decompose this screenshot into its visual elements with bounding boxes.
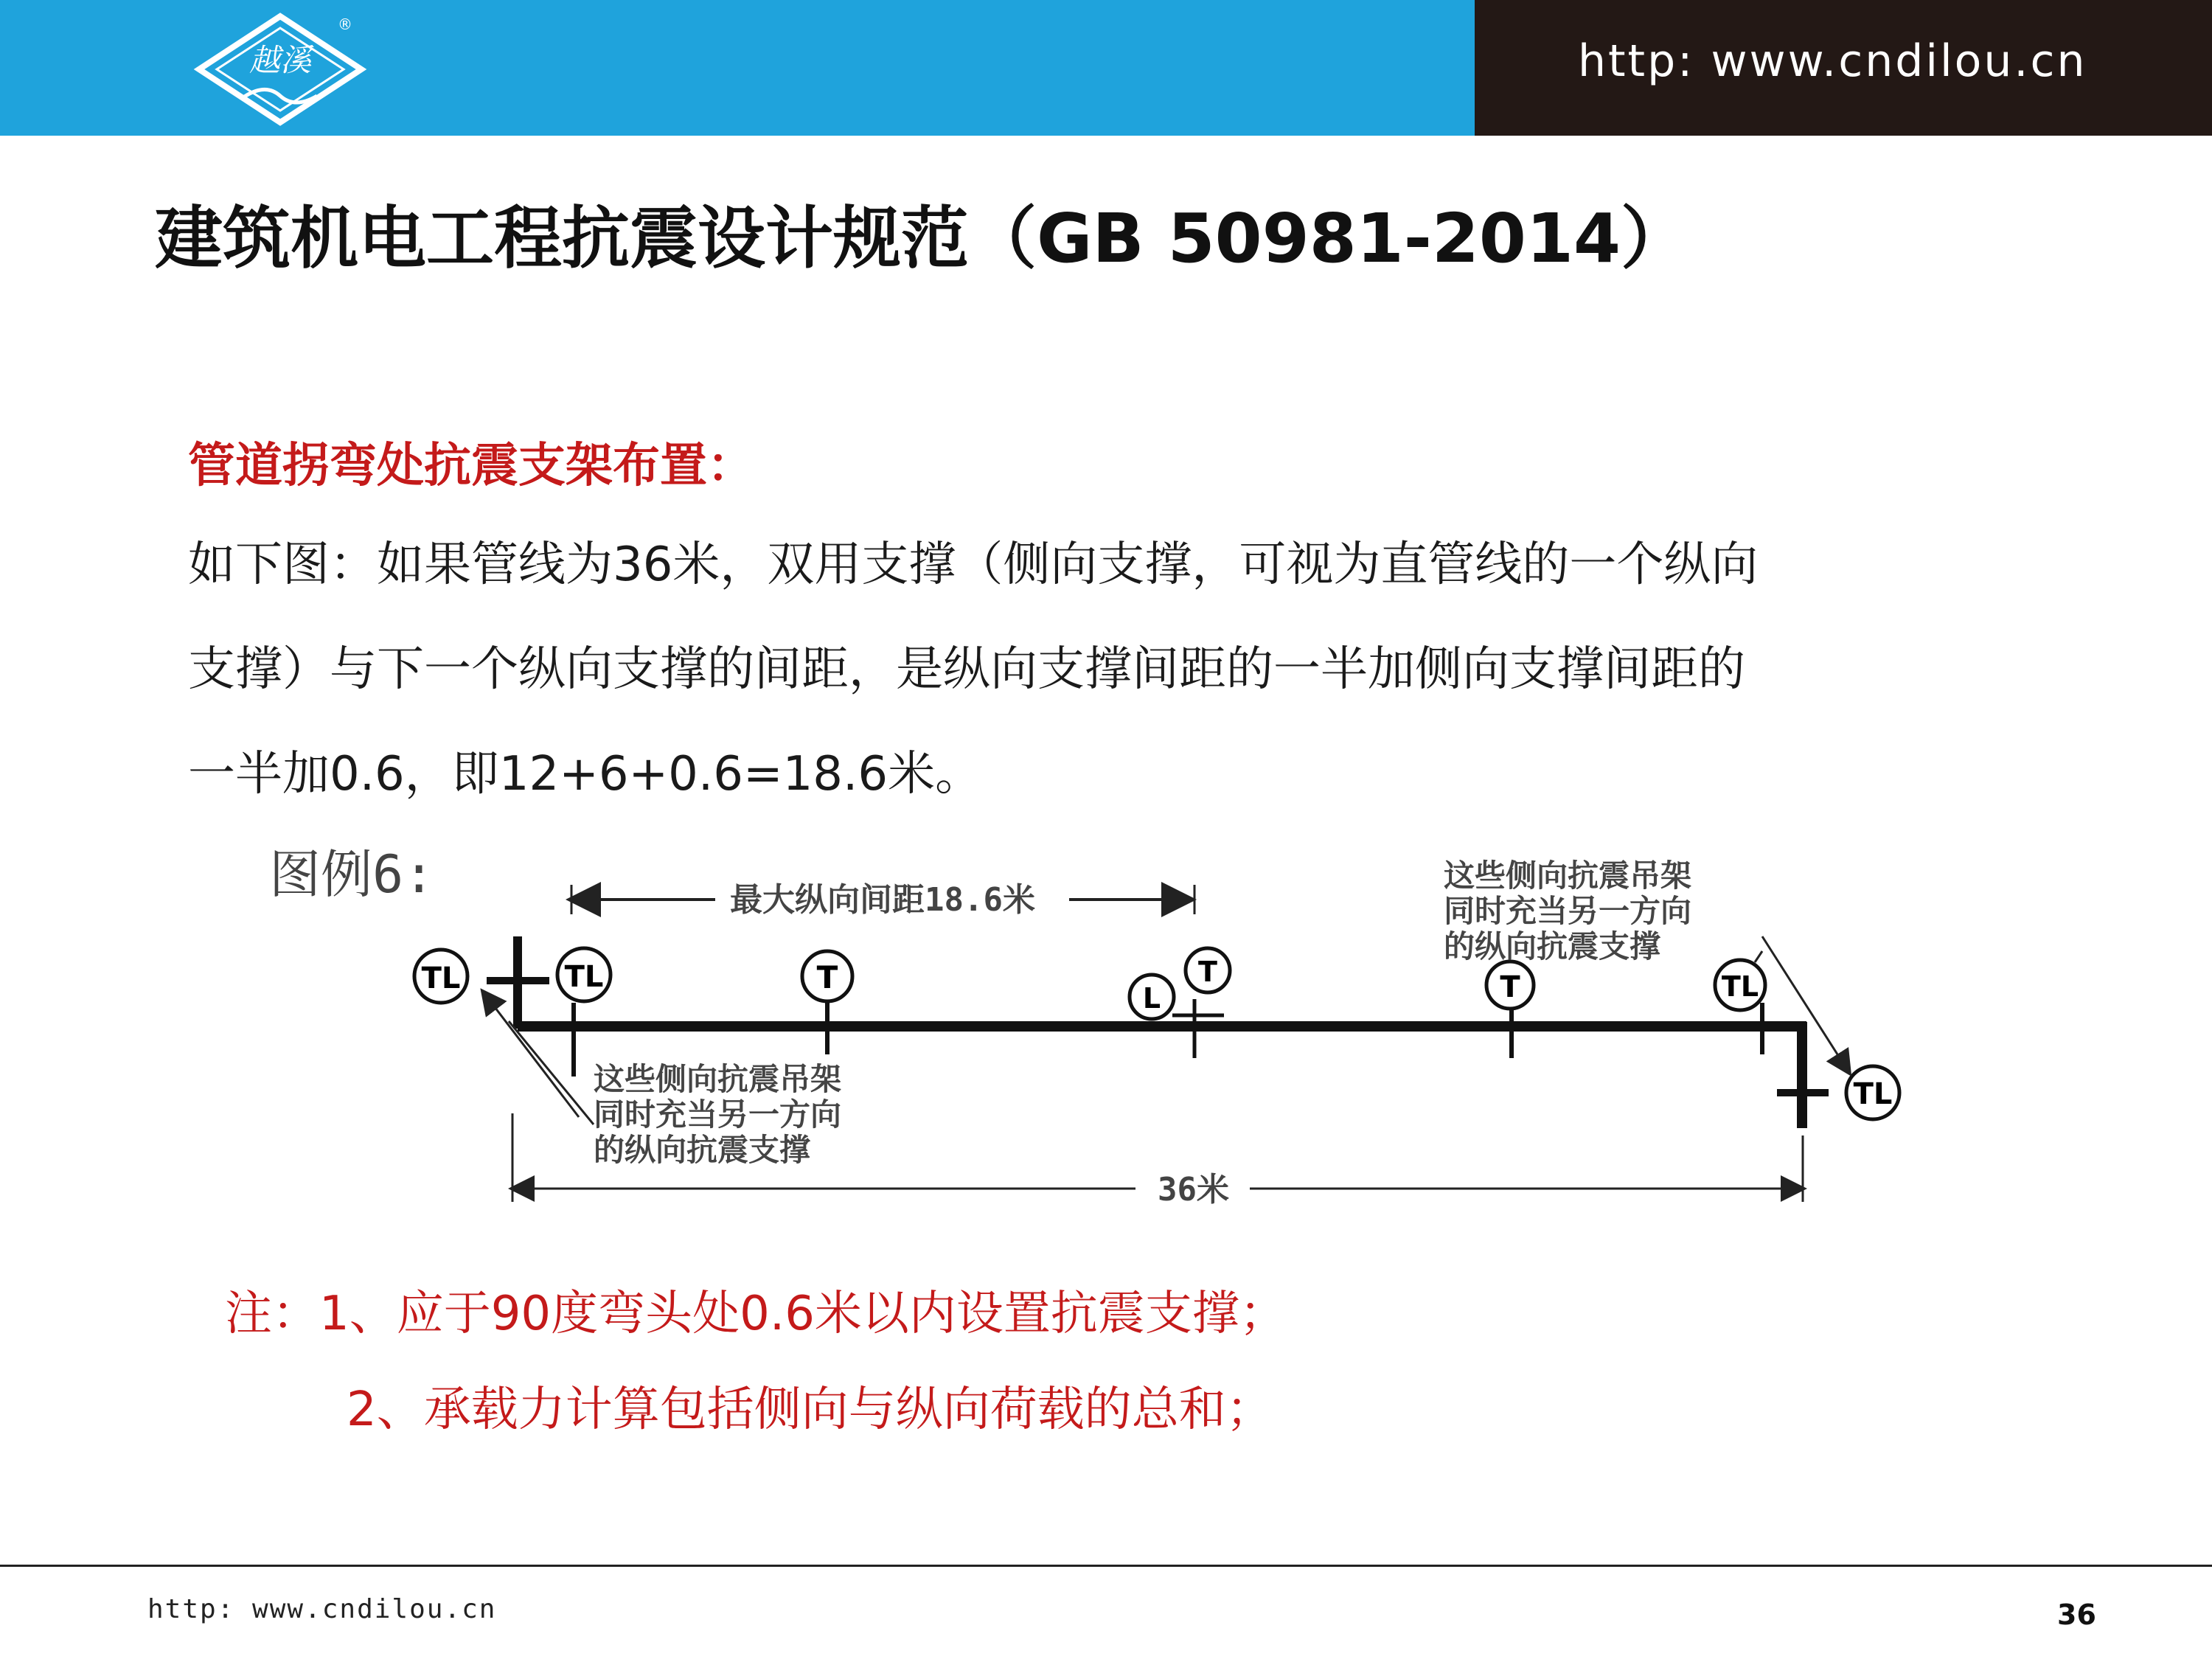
svg-text:TL: TL — [1853, 1077, 1893, 1111]
logo-text: 越溪 — [248, 42, 312, 78]
right-note-line-3: 的纵向抗震支撑 — [1444, 928, 1661, 964]
marker-tl-2 — [557, 948, 611, 1001]
registered-mark: ® — [338, 15, 352, 33]
svg-text:T: T — [1198, 956, 1217, 988]
svg-text:T: T — [1500, 970, 1520, 1004]
svg-text:L: L — [1142, 982, 1161, 1015]
body-paragraph — [188, 512, 2105, 827]
svg-text:TL: TL — [564, 960, 604, 994]
right-note-line-2: 同时充当另一方向 — [1444, 893, 1692, 929]
bracing-diagram — [243, 833, 1969, 1231]
section-subtitle: 管道拐弯处抗震支架布置： — [188, 439, 754, 493]
footer-divider — [0, 1565, 2212, 1567]
page-number: 36 — [2057, 1599, 2096, 1631]
body-line-1: 如下图：如果管线为36米，双用支撑（侧向支撑，可视为直管线的一个纵向 — [188, 538, 1759, 592]
left-callout-line — [483, 992, 579, 1117]
left-note-line-3: 的纵向抗震支撑 — [594, 1132, 811, 1168]
svg-text:TL: TL — [421, 961, 461, 995]
marker-tl-4 — [1846, 1066, 1899, 1119]
svg-text:TL: TL — [1721, 970, 1759, 1003]
marker-tl-1 — [414, 950, 467, 1003]
right-note-line-1: 这些侧向抗震吊架 — [1444, 858, 1692, 894]
marker-tl-3 — [1715, 960, 1765, 1010]
svg-text:T: T — [816, 959, 838, 995]
note-2: 2、承载力计算包括侧向与纵向荷载的总和； — [347, 1382, 1273, 1437]
left-note-line-2: 同时充当另一方向 — [594, 1096, 842, 1133]
body-line-2: 支撑）与下一个纵向支撑的间距，是纵向支撑间距的一半加侧向支撑间距的 — [188, 642, 1745, 697]
figure-label: 图例6: — [269, 844, 435, 905]
note-1: 注：1、应于90度弯头处0.6米以内设置抗震支撑； — [225, 1287, 1287, 1341]
marker-t-3 — [1486, 961, 1534, 1009]
marker-t-2 — [1186, 948, 1230, 992]
brand-logo — [184, 9, 376, 130]
page-title: 建筑机电工程抗震设计规范（GB 50981-2014） — [155, 199, 1688, 278]
right-callout-line-2 — [1755, 951, 1762, 962]
marker-t-1 — [802, 951, 852, 1001]
header-url[interactable]: http: www.cndilou.cn — [1578, 35, 2087, 87]
footer-url[interactable]: http: www.cndilou.cn — [147, 1594, 497, 1624]
marker-l-1 — [1130, 975, 1174, 1019]
left-callout-line-2 — [509, 1021, 594, 1124]
max-spacing-label: 最大纵向间距18.6米 — [730, 881, 1035, 919]
left-note-line-1: 这些侧向抗震吊架 — [594, 1061, 842, 1097]
body-line-3: 一半加0.6，即12+6+0.6=18.6米。 — [188, 747, 983, 801]
total-length-label: 36米 — [1158, 1171, 1229, 1208]
